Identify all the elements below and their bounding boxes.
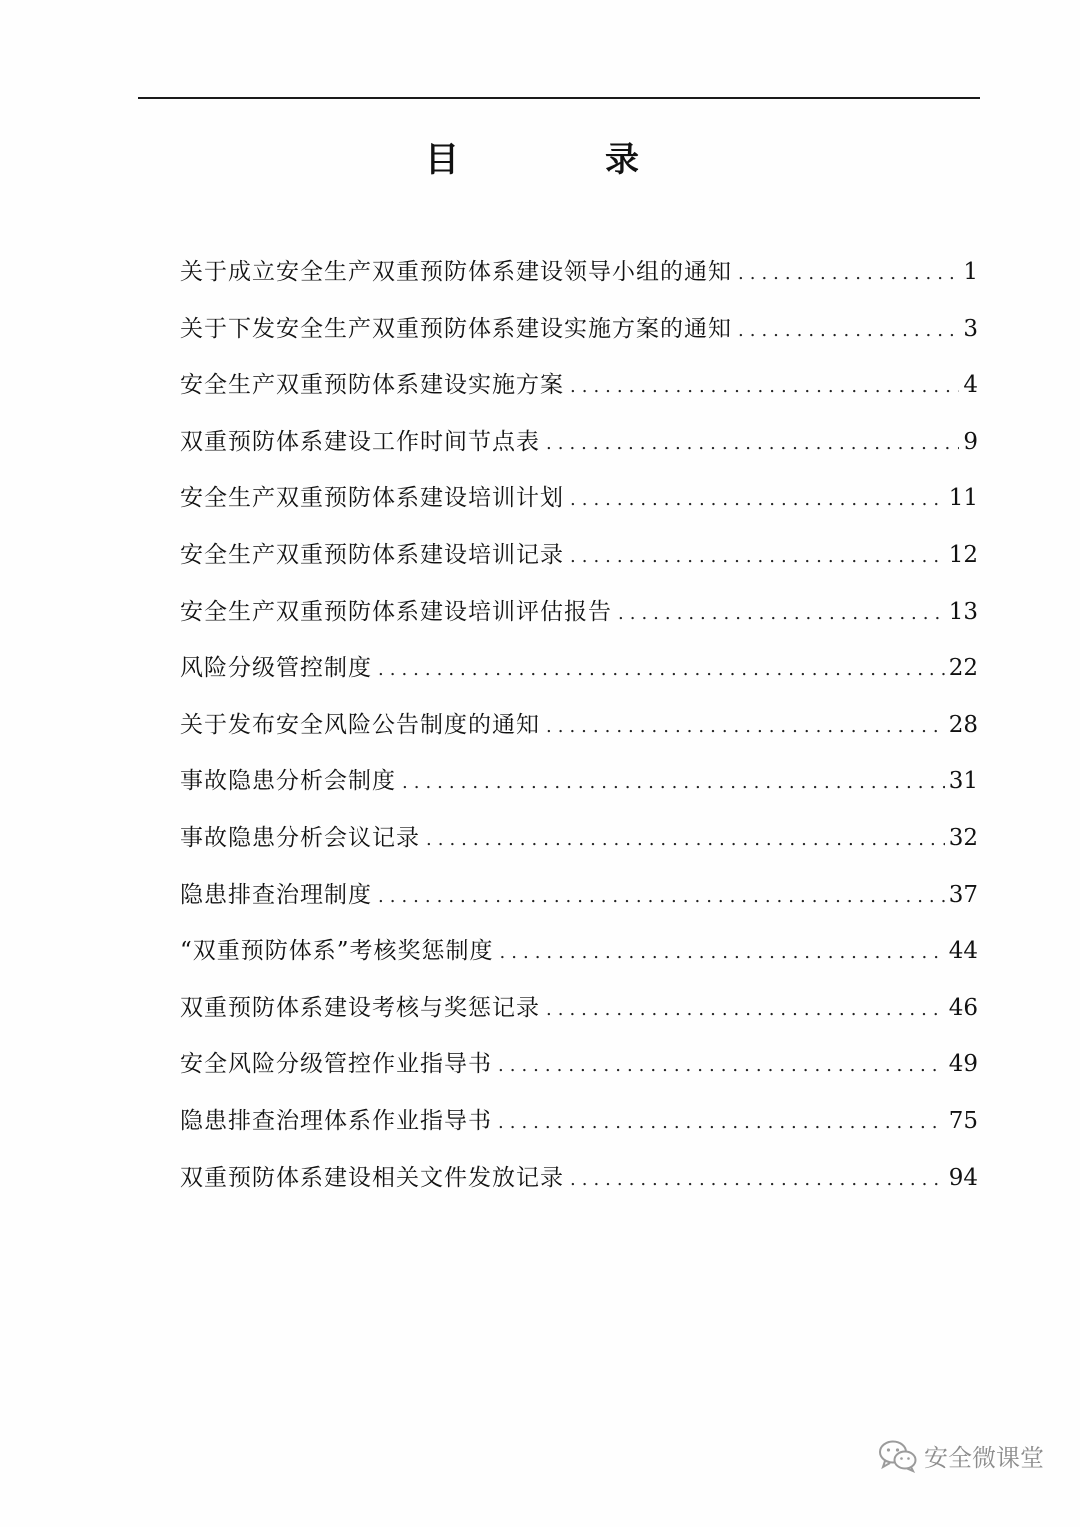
toc-entry[interactable] [180, 1101, 978, 1158]
toc-entry-title: 安全生产双重预防体系建设培训计划 [180, 485, 564, 512]
toc-dot-leader [546, 424, 959, 464]
toc-entry[interactable] [180, 252, 978, 309]
watermark-text: 安全微课堂 [924, 1444, 1044, 1472]
toc-entry[interactable] [180, 875, 978, 932]
page-title: 目 录 [425, 140, 695, 180]
toc-dot-leader [500, 933, 945, 973]
toc-entry[interactable] [180, 309, 978, 366]
toc-entry-page-number: 37 [948, 881, 978, 908]
toc-entry-title: 安全生产双重预防体系建设培训评估报告 [180, 598, 612, 625]
toc-entry-title: 双重预防体系建设相关文件发放记录 [180, 1164, 564, 1191]
toc-entry-title: 双重预防体系建设工作时间节点表 [180, 428, 540, 455]
toc-entry-title: 事故隐患分析会制度 [180, 768, 396, 795]
toc-entry-title: 风险分级管控制度 [180, 655, 372, 682]
toc-entry[interactable] [180, 931, 978, 988]
toc-entry[interactable] [180, 648, 978, 705]
watermark [878, 1438, 1044, 1473]
toc-dot-leader [498, 1046, 945, 1086]
toc-dot-leader [546, 990, 945, 1030]
toc-entry[interactable] [180, 761, 978, 818]
toc-dot-leader [426, 820, 945, 860]
toc-entry-page-number: 1 [963, 259, 978, 285]
toc-dot-leader [546, 707, 945, 747]
toc-dot-leader [378, 877, 945, 917]
toc-dot-leader [498, 1103, 945, 1143]
toc-dot-leader [378, 650, 945, 690]
toc-entry[interactable] [180, 1158, 978, 1215]
toc-entry-title: 隐患排查治理体系作业指导书 [180, 1107, 492, 1134]
toc-entry-title: 安全生产双重预防体系建设实施方案 [180, 372, 564, 399]
toc-entry[interactable] [180, 1044, 978, 1101]
toc-dot-leader [402, 763, 945, 803]
toc-entry[interactable] [180, 478, 978, 535]
toc-dot-leader [570, 1160, 945, 1200]
toc-entry-page-number: 22 [948, 655, 978, 682]
toc-entry[interactable] [180, 422, 978, 479]
toc-dot-leader [738, 254, 959, 294]
toc-entry-page-number: 94 [948, 1164, 978, 1191]
toc-entry-page-number: 3 [963, 315, 978, 342]
toc-entry-title: 隐患排查治理制度 [180, 881, 372, 908]
toc-entry-page-number: 46 [948, 994, 978, 1021]
toc-entry-page-number: 4 [963, 372, 978, 399]
toc-entry-title: 关于成立安全生产双重预防体系建设领导小组的通知 [180, 259, 732, 285]
toc-entry-page-number: 9 [963, 428, 978, 455]
toc-entry[interactable] [180, 535, 978, 592]
table-of-contents [180, 252, 978, 1214]
toc-entry[interactable] [180, 592, 978, 649]
toc-entry-page-number: 12 [948, 541, 978, 568]
toc-entry-title: 事故隐患分析会议记录 [180, 824, 420, 851]
toc-dot-leader [618, 594, 945, 634]
toc-entry-page-number: 28 [948, 711, 978, 738]
toc-entry-page-number: 11 [948, 485, 978, 512]
toc-entry-page-number: 75 [948, 1107, 978, 1134]
toc-dot-leader [738, 311, 959, 351]
toc-entry-page-number: 31 [948, 768, 978, 795]
toc-dot-leader [570, 367, 959, 407]
toc-dot-leader [570, 537, 945, 577]
toc-entry-title: “双重预防体系”考核奖惩制度 [180, 938, 494, 965]
toc-entry[interactable] [180, 988, 978, 1045]
toc-entry-title: 双重预防体系建设考核与奖惩记录 [180, 994, 540, 1021]
wechat-icon [878, 1439, 918, 1473]
toc-entry-title: 安全风险分级管控作业指导书 [180, 1051, 492, 1078]
toc-entry-page-number: 13 [948, 598, 978, 625]
toc-entry[interactable] [180, 818, 978, 875]
toc-entry-title: 安全生产双重预防体系建设培训记录 [180, 541, 564, 568]
toc-entry-page-number: 49 [948, 1051, 978, 1078]
toc-entry-title: 关于下发安全生产双重预防体系建设实施方案的通知 [180, 315, 732, 342]
toc-entry-page-number: 32 [948, 824, 978, 851]
toc-entry[interactable] [180, 705, 978, 762]
toc-dot-leader [570, 480, 945, 520]
toc-entry-page-number: 44 [948, 938, 978, 965]
header-rule [138, 97, 980, 99]
toc-entry-title: 关于发布安全风险公告制度的通知 [180, 711, 540, 738]
toc-entry[interactable] [180, 365, 978, 422]
